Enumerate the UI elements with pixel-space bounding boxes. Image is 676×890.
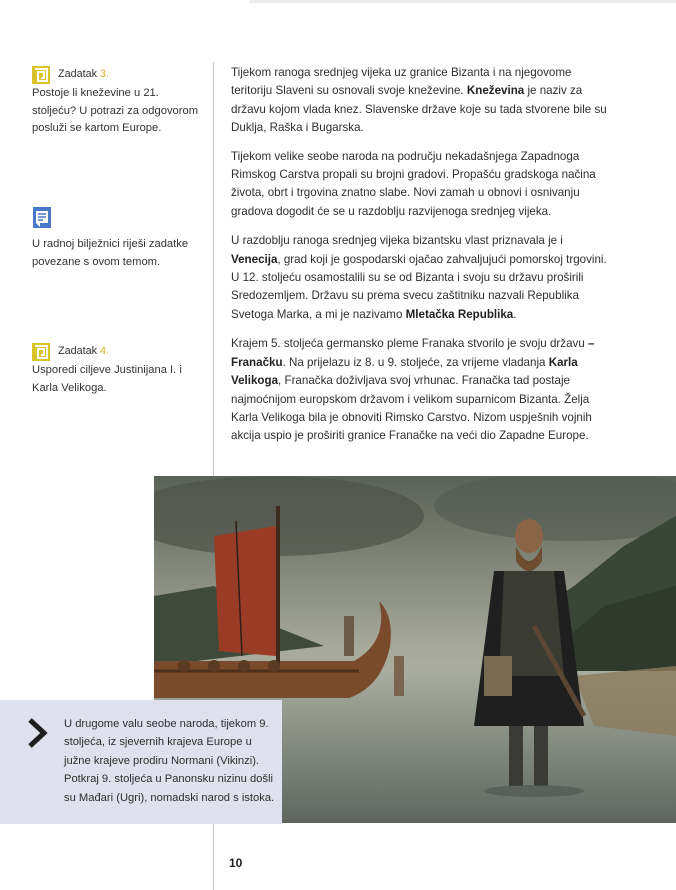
text-run: , grad koji je gospodarski ojačao zahvaljujući pomorskoj trgovini. U 12. stoljeću osamostalili su se od Bizanta i svoju su državu proširili Sredozemljem. Državu su prema svecu zaštitniku nazvali Republika Svetoga Marka, a mi je nazivamo [231,252,607,321]
workbook-note-icon [32,206,50,228]
text-run: Krajem 5. stoljeća germansko pleme Franaka stvorilo je svoju državu [231,337,588,351]
workbook-text: U radnoj bilježnici riješi zadatke povezane s ovom temom. [32,238,189,268]
bold-term: Kneževina [466,84,525,98]
sidebar-workbook-note [32,206,204,271]
callout-text: U drugome valu seobe naroda, tijekom 9. stoljeća, iz sjevernih krajeva Europe u južne krajeve prodiru Normani (Vikinzi). Potkraj 9. stoljeća u Panonsku nizinu došli su Mađari (Ugri), nomadski narod s istoka. [64,718,275,804]
bold-term: Karla Velikoga [231,355,578,388]
text-run: U razdoblju ranoga srednjeg vijeka bizantsku vlast priznavala je i [231,234,563,248]
task-text: Usporedi ciljeve Justinijana I. i Karla Velikoga. [32,364,182,394]
task-text: Postoje li kneževine u 21. stoljeću? U potrazi za odgovorom posluži se kartom Europe. [32,87,199,134]
text-run: . [513,307,517,321]
paragraph-cities [231,148,611,222]
text-run: Tijekom velike seobe naroda na području nekadašnjega Zapadnoga Rimskog Carstva propali su brojni gradovi. Propašću gradskoga načina života, obrt i trgovina znatno slabe. Novi zamah u obnovi i osnivanju gradova dogodit će se u razdoblju razvijenoga srednjeg vijeka. [231,149,596,218]
top-edge-bar [250,0,676,3]
text-run: . Na prijelazu iz 8. u 9. stoljeće, za vrijeme vladanja [282,355,549,369]
sidebar-task-3 [32,66,204,138]
sidebar-task-4 [32,343,204,397]
text-run: je naziv za državu kojom vlada knez. Slavenske države koje su tada stvorene bile su Duklja, Raška i Bugarska. [231,84,607,135]
bold-term: Venecija [231,252,278,266]
paragraph-franks [231,335,611,445]
main-text [231,64,611,446]
text-run: , Franačka doživljava svoj vrhunac. Franačka tad postaje najmoćnijom europskom državom i velikom suparnicom Bizanta. Želja Karla Velikoga bila je obnoviti Rimsko Carstvo. Nizom uspješnih vojnih akcija uspio je proširiti granice Franačke na veći dio Zapadne Europe. [231,374,592,443]
chevron-right-icon [26,718,50,748]
bold-term: – Franačku [231,337,595,369]
paragraph-principalities [231,64,611,138]
task-maze-icon [32,66,50,84]
text-run: Tijekom ranoga srednjeg vijeka uz granice Bizanta i na njegovome teritoriju Slaveni su osnovali svoje kneževine. [231,66,572,98]
task-maze-icon [32,343,50,361]
task-label: Zadatak 4. [58,345,110,358]
task-label: Zadatak 3. [58,68,110,81]
page-number: 10 [229,856,243,870]
bold-term: Mletačka Republika [405,307,514,321]
paragraph-venice [231,232,611,324]
